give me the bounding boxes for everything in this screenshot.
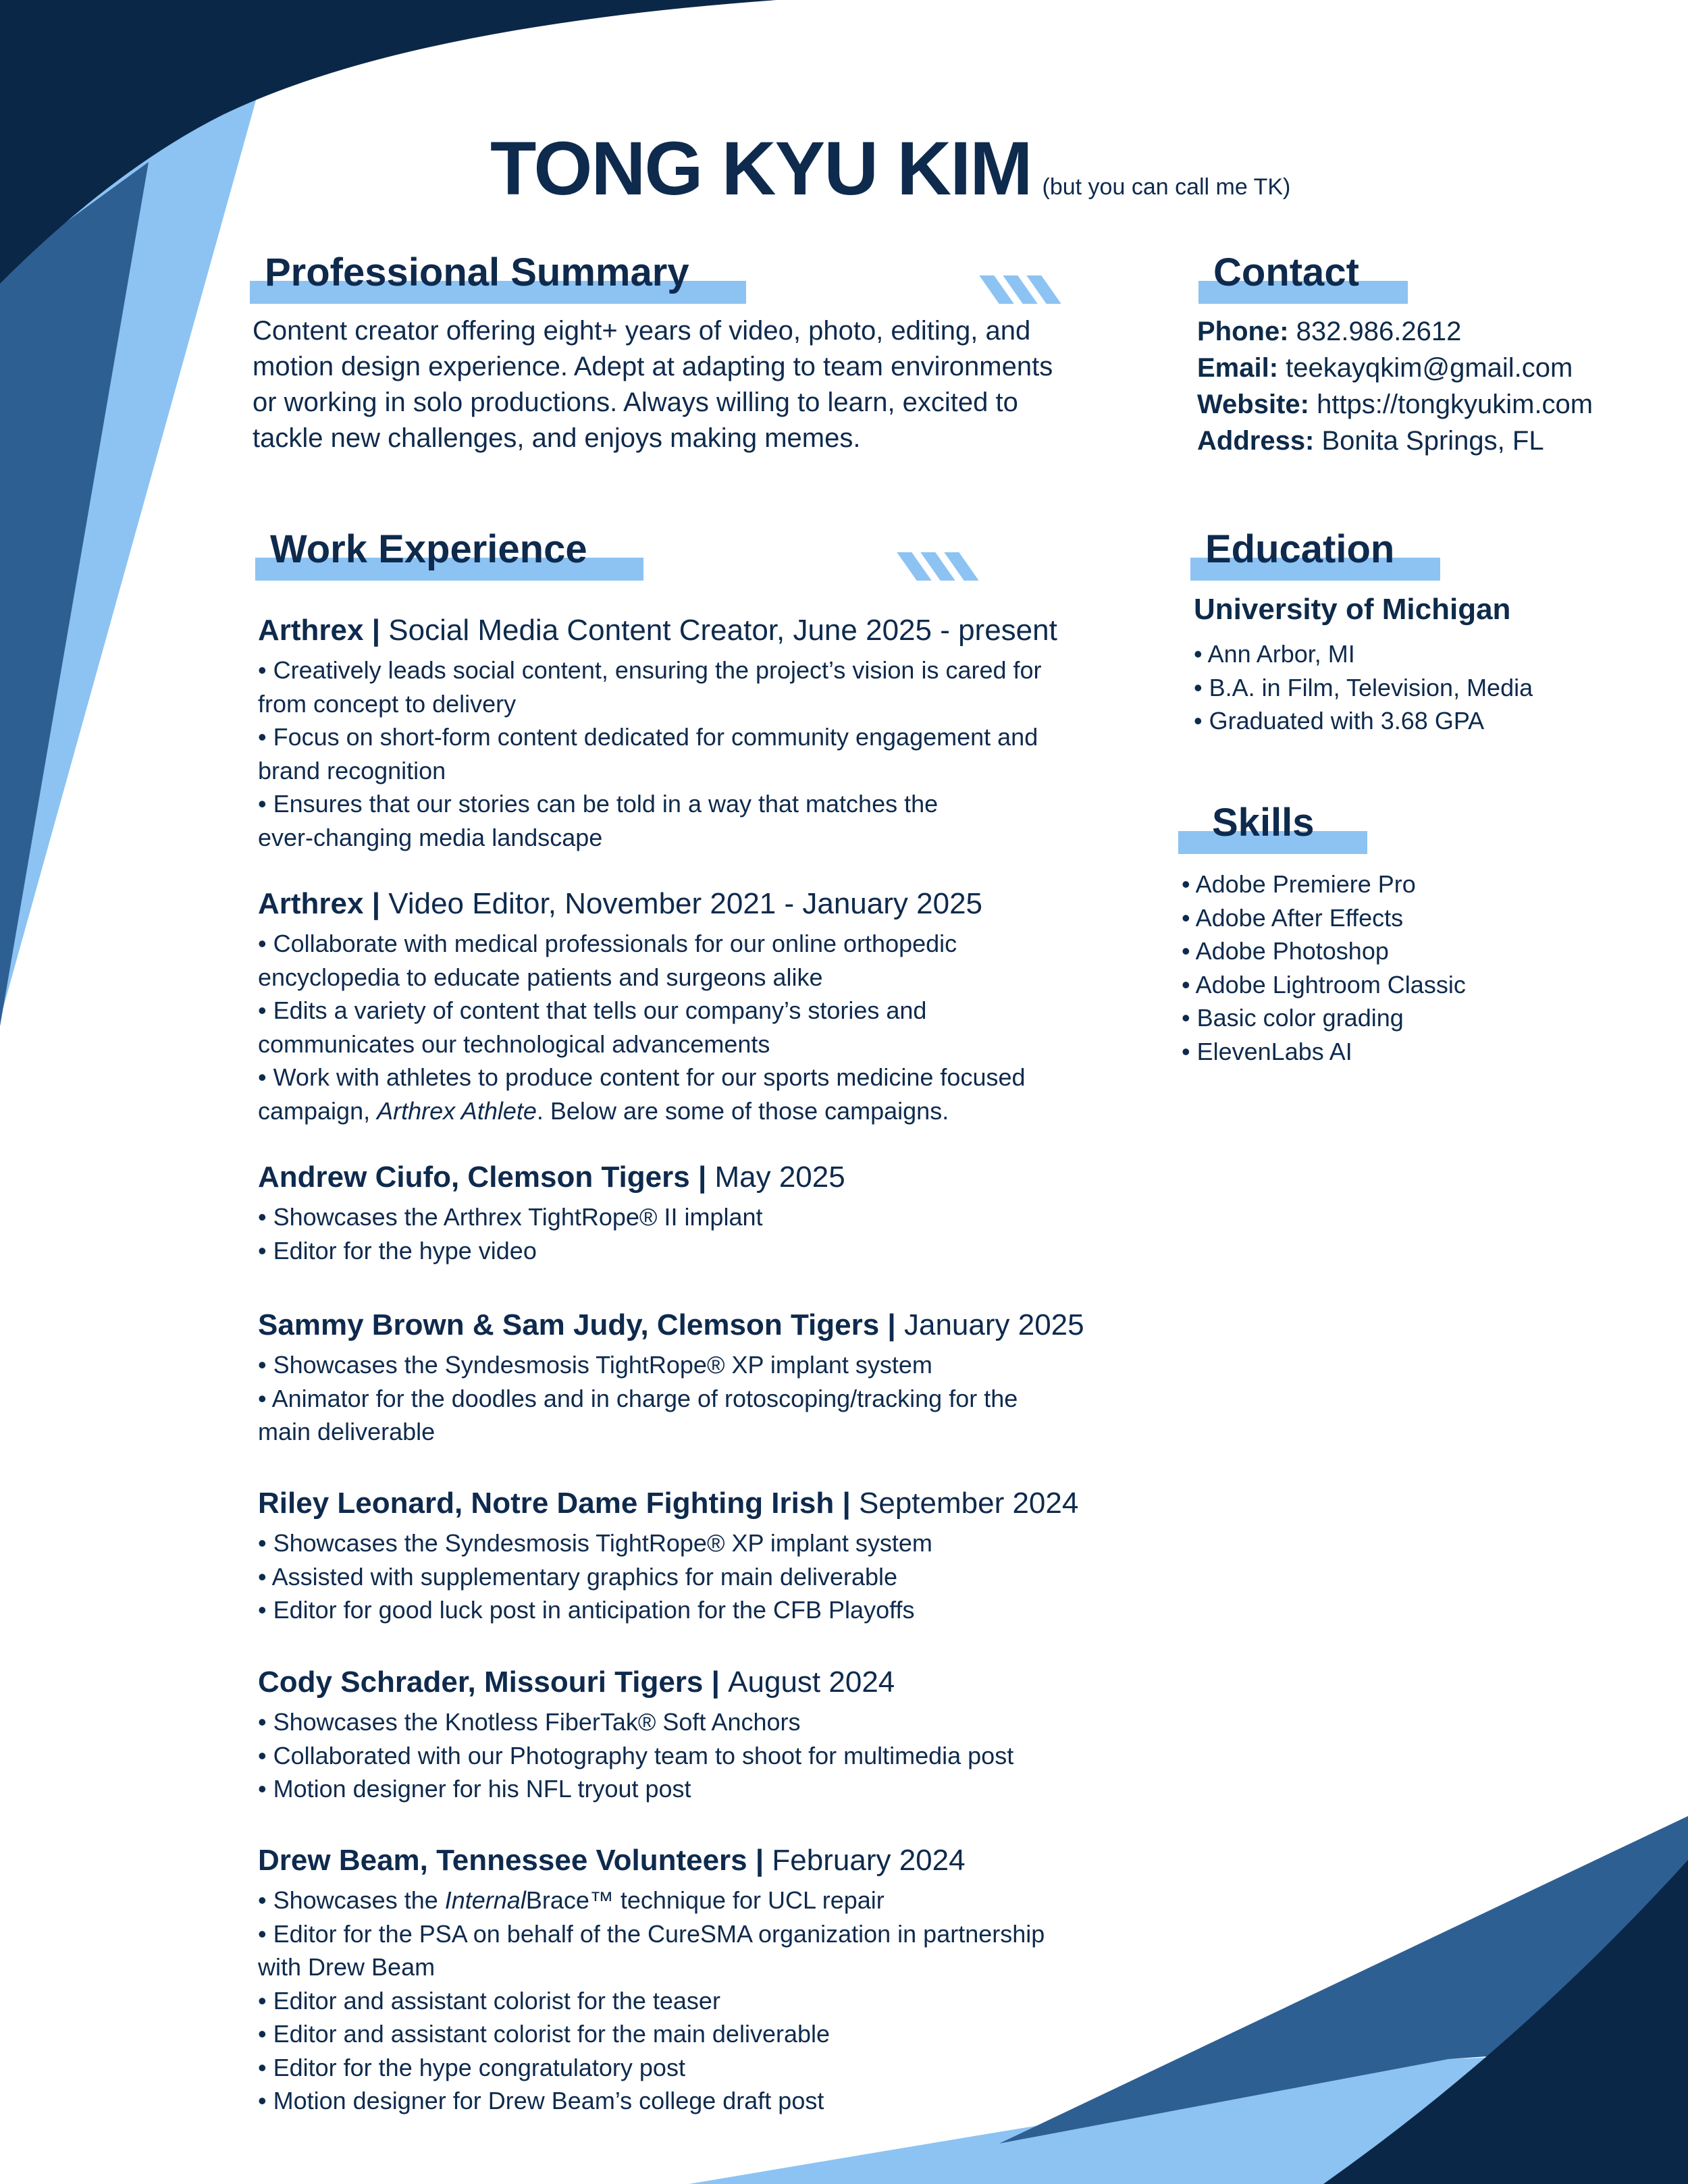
job-entry: [258, 1663, 1149, 1806]
job-entry: [258, 1158, 1149, 1267]
bullet-line: • Graduated with 3.68 GPA: [1194, 707, 1485, 735]
bullet-line: • Showcases the Arthrex TightRope® II implant: [258, 1203, 763, 1231]
job-title: Arthrex | Video Editor, November 2021 - January 2025: [258, 887, 983, 920]
job-title: Riley Leonard, Notre Dame Fighting Irish | September 2024: [258, 1487, 1079, 1520]
job-bullets: [258, 1884, 1149, 2118]
top-left-mid-wedge: [0, 162, 149, 1026]
skills-heading-text: Skills: [1212, 801, 1315, 845]
summary-line: motion design experience. Adept at adapting to team environments: [253, 352, 1053, 381]
bullet-line: • Editor for good luck post in anticipation for the CFB Playoffs: [258, 1596, 915, 1624]
contact-list: [1197, 313, 1593, 459]
contact-heading-text: Contact: [1213, 250, 1359, 294]
bullet-line: • Editor for the hype video: [258, 1236, 537, 1264]
bullet-line: • Editor and assistant colorist for the teaser: [258, 1986, 720, 2015]
job-title: Cody Schrader, Missouri Tigers | August 2024: [258, 1666, 895, 1699]
job-bullets: [258, 1526, 1149, 1627]
summary-heading-text: Professional Summary: [265, 250, 689, 294]
bullet-line: encyclopedia to educate patients and surgeons alike: [258, 963, 823, 991]
contact-website: Website: https://tongkyukim.com: [1197, 390, 1593, 419]
summary-line: Content creator offering eight+ years of video, photo, editing, and: [253, 316, 1031, 346]
summary-text: [253, 313, 1130, 456]
bullet-line: from concept to delivery: [258, 689, 517, 718]
contact-address: Address: Bonita Springs, FL: [1197, 426, 1544, 456]
contact-heading: [1198, 250, 1469, 304]
job-title: Arthrex | Social Media Content Creator, June 2025 - present: [258, 614, 1057, 647]
bullet-line: • Collaborated with our Photography team to shoot for multimedia post: [258, 1741, 1014, 1769]
bullet-line: with Drew Beam: [258, 1953, 436, 1981]
bullet-line: • Edits a variety of content that tells our company’s stories and: [258, 996, 927, 1024]
bullet-line: • Work with athletes to produce content for our sports medicine focused: [258, 1063, 1026, 1091]
skills-list: [1182, 868, 1466, 1068]
job-bullets: [258, 1705, 1149, 1806]
education-block: [1194, 593, 1533, 738]
summary-heading: [250, 250, 797, 304]
bullet-line: • Motion designer for his NFL tryout post: [258, 1775, 691, 1803]
bullet-line: • Editor for the hype congratulatory post: [258, 2053, 685, 2081]
bullet-line: • Editor and assistant colorist for the main deliverable: [258, 2020, 830, 2048]
job-entry: [258, 612, 1149, 854]
bullet-line: • Animator for the doodles and in charge of rotoscoping/tracking for the: [258, 1384, 1018, 1412]
bullet-line: • Assisted with supplementary graphics for main deliverable: [258, 1562, 898, 1591]
contact-phone: Phone: 832.986.2612: [1197, 317, 1462, 346]
skill-item: • Adobe After Effects: [1182, 903, 1404, 932]
bullet-line: • Motion designer for Drew Beam’s college draft post: [258, 2087, 824, 2114]
contact-email: Email: teekayqkim@gmail.com: [1197, 353, 1573, 383]
name-row: [490, 125, 1290, 212]
skill-item: • ElevenLabs AI: [1182, 1037, 1352, 1065]
skill-item: • Adobe Photoshop: [1182, 937, 1389, 965]
summary-line: or working in solo productions. Always willing to learn, excited to: [253, 388, 1018, 417]
job-entry: [258, 1842, 1149, 2118]
job-entry: [258, 1306, 1149, 1449]
summary-line: tackle new challenges, and enjoys making memes.: [253, 423, 861, 453]
skills-heading: [1178, 800, 1435, 854]
school-name: University of Michigan: [1194, 593, 1511, 626]
job-title: Drew Beam, Tennessee Volunteers | February 2024: [258, 1844, 966, 1877]
bullet-line: • Showcases the Knotless FiberTak® Soft Anchors: [258, 1708, 801, 1736]
job-entry: [258, 885, 1149, 1127]
bullet-line: • Showcases the Syndesmosis TightRope® XP implant system: [258, 1529, 932, 1557]
skill-item: • Adobe Lightroom Classic: [1182, 970, 1466, 998]
job-title: Andrew Ciufo, Clemson Tigers | May 2025: [258, 1161, 845, 1194]
education-heading-text: Education: [1205, 527, 1395, 571]
bullet-line: ever-changing media landscape: [258, 823, 603, 851]
job-bullets: [258, 927, 1149, 1127]
work-heading-text: Work Experience: [270, 527, 587, 571]
education-heading: [1190, 527, 1508, 581]
job-entry: [258, 1485, 1149, 1627]
job-bullets: [258, 1200, 1149, 1267]
bullet-line: • Showcases the Syndesmosis TightRope® XP implant system: [258, 1351, 932, 1379]
bullet-line: main deliverable: [258, 1418, 436, 1445]
job-bullets: [258, 1348, 1149, 1449]
person-name: TONG KYU KIM: [490, 126, 1032, 211]
bullet-line: campaign, Arthrex Athlete. Below are some of those campaigns.: [258, 1096, 949, 1125]
bullet-line: communicates our technological advancements: [258, 1030, 770, 1058]
bullet-line: • Collaborate with medical professionals for our online orthopedic: [258, 930, 957, 957]
bullet-line: • Focus on short-form content dedicated for community engagement and: [258, 723, 1038, 751]
nickname: (but you can call me TK): [1042, 174, 1291, 200]
bullet-line: • Ann Arbor, MI: [1194, 640, 1355, 668]
bullet-line: • Ensures that our stories can be told in a way that matches the: [258, 790, 939, 818]
work-heading: [255, 527, 714, 581]
bullet-line: • Showcases the InternalBrace™ technique for UCL repair: [258, 1886, 885, 1914]
job-title: Sammy Brown & Sam Judy, Clemson Tigers | January 2025: [258, 1308, 1084, 1341]
bullet-line: brand recognition: [258, 756, 446, 784]
education-bullets: [1194, 637, 1533, 738]
skill-item: • Adobe Premiere Pro: [1182, 870, 1416, 898]
bullet-line: • Creatively leads social content, ensuring the project’s vision is cared for: [258, 656, 1042, 684]
bullet-line: • B.A. in Film, Television, Media: [1194, 673, 1533, 701]
job-bullets: [258, 654, 1149, 854]
bullet-line: • Editor for the PSA on behalf of the CureSMA organization in partnership: [258, 1919, 1045, 1948]
skill-item: • Basic color grading: [1182, 1004, 1404, 1032]
